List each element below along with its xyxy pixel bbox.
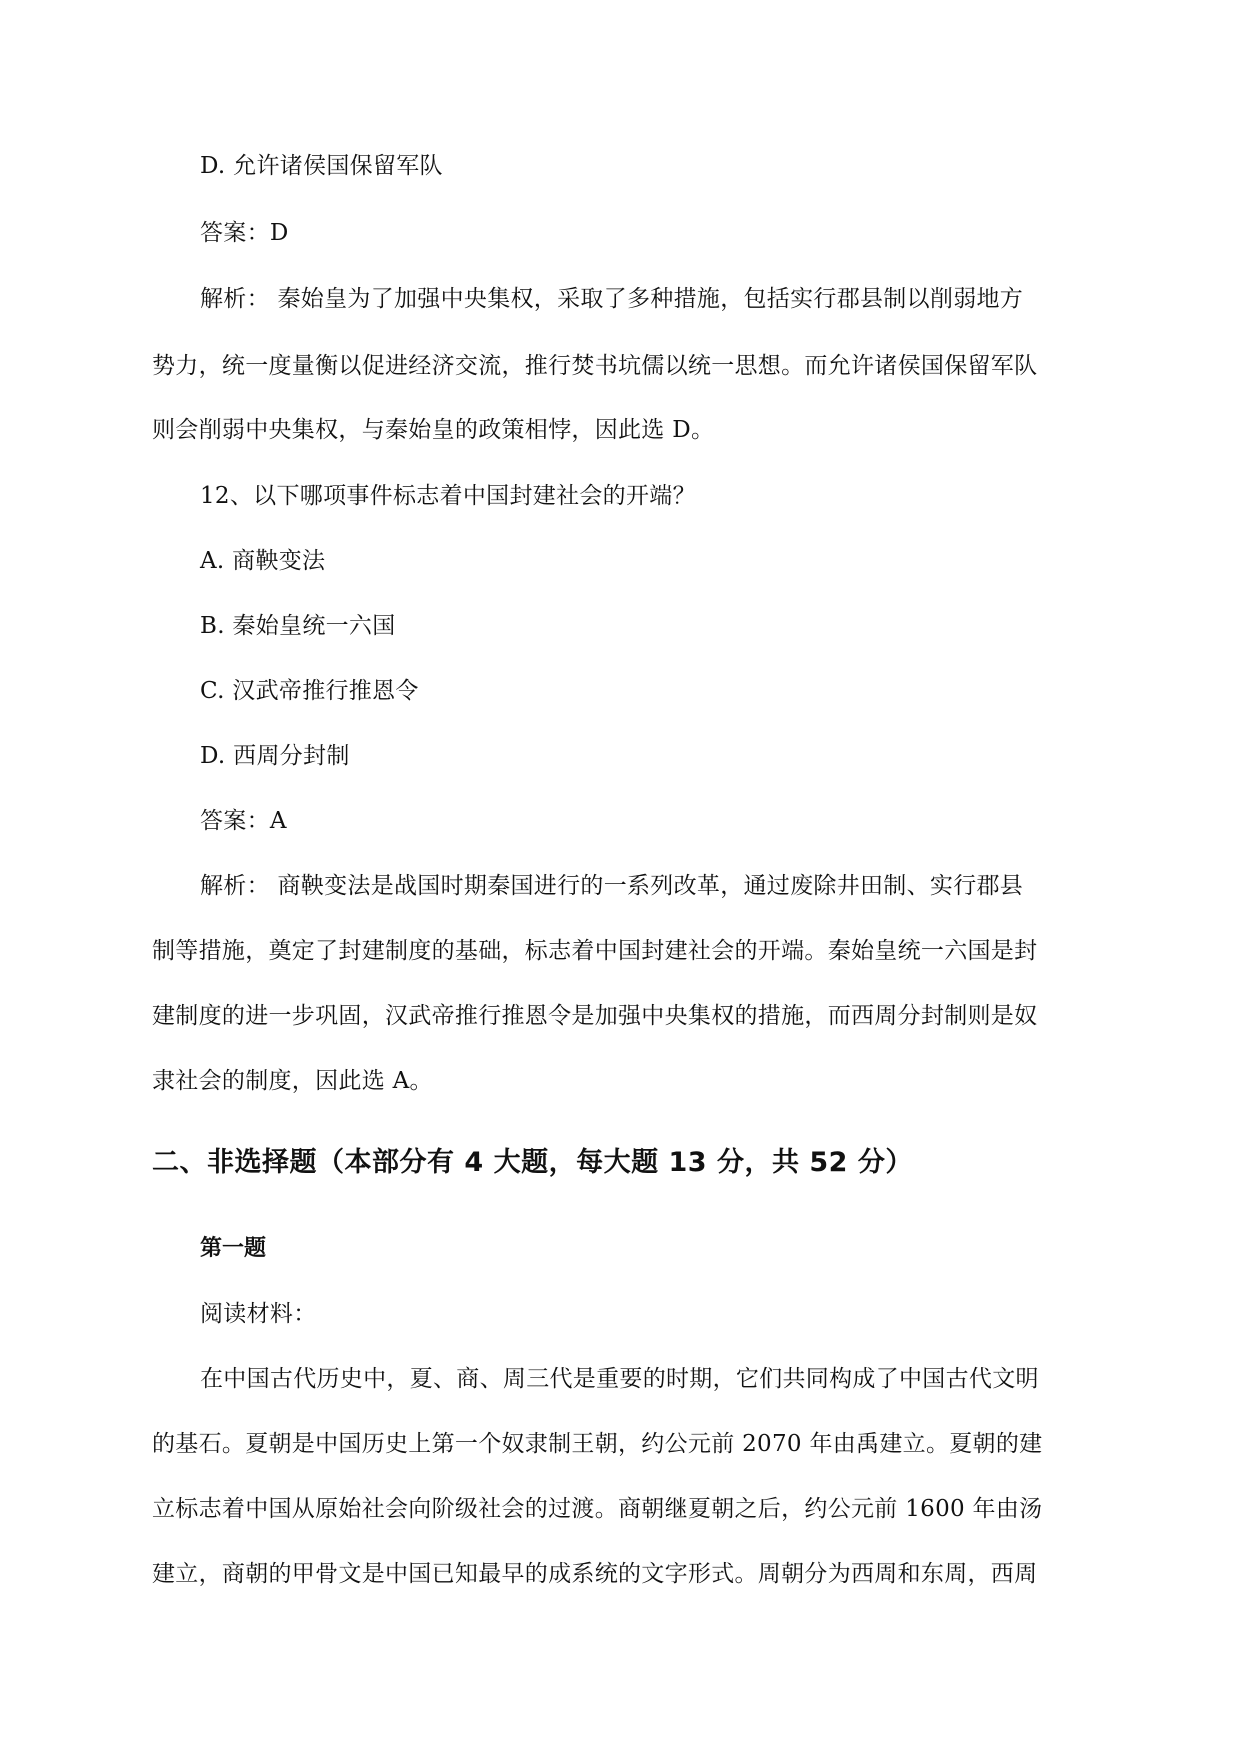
q12-question: 12、以下哪项事件标志着中国封建社会的开端？ (200, 483, 696, 509)
passage-line: 的基石。夏朝是中国历史上第一个奴隶制王朝，约公元前 2070 年由禹建立。夏朝的建 (152, 1431, 1043, 1457)
q11-analysis-line: 则会削弱中央集权，与秦始皇的政策相悖，因此选 D。 (152, 417, 715, 443)
q12-option-c: C. 汉武帝推行推恩令 (200, 678, 419, 704)
read-material-label: 阅读材料： (200, 1301, 317, 1327)
q11-analysis-line: 势力，统一度量衡以促进经济交流，推行焚书坑儒以统一思想。而允许诸侯国保留军队 (152, 353, 1038, 379)
q11-answer: 答案：D (200, 220, 289, 246)
q12-option-a: A. 商鞅变法 (200, 548, 326, 574)
q12-option-d: D. 西周分封制 (200, 743, 350, 769)
q11-analysis-line: 解析： 秦始皇为了加强中央集权，采取了多种措施，包括实行郡县制以削弱地方 (200, 286, 1024, 312)
passage-line: 建立，商朝的甲骨文是中国已知最早的成系统的文字形式。周朝分为西周和东周，西周 (152, 1561, 1038, 1587)
q11-option-d: D. 允许诸侯国保留军队 (200, 153, 443, 179)
q12-answer: 答案：A (200, 808, 287, 834)
section-heading: 二、非选择题（本部分有 4 大题，每大题 13 分，共 52 分） (152, 1147, 913, 1178)
q12-analysis-line: 建制度的进一步巩固，汉武帝推行推恩令是加强中央集权的措施，而西周分封制则是奴 (152, 1003, 1038, 1029)
q12-analysis-line: 解析： 商鞅变法是战国时期秦国进行的一系列改革，通过废除井田制、实行郡县 (200, 873, 1024, 899)
passage-line: 在中国古代历史中，夏、商、周三代是重要的时期，它们共同构成了中国古代文明 (200, 1366, 1039, 1392)
q12-analysis-line: 隶社会的制度，因此选 A。 (152, 1068, 433, 1094)
passage-line: 立标志着中国从原始社会向阶级社会的过渡。商朝继夏朝之后，约公元前 1600 年由汤 (152, 1496, 1043, 1522)
q12-option-b: B. 秦始皇统一六国 (200, 613, 396, 639)
question-title: 第一题 (200, 1236, 267, 1261)
q12-analysis-line: 制等措施，奠定了封建制度的基础，标志着中国封建社会的开端。秦始皇统一六国是封 (152, 938, 1038, 964)
